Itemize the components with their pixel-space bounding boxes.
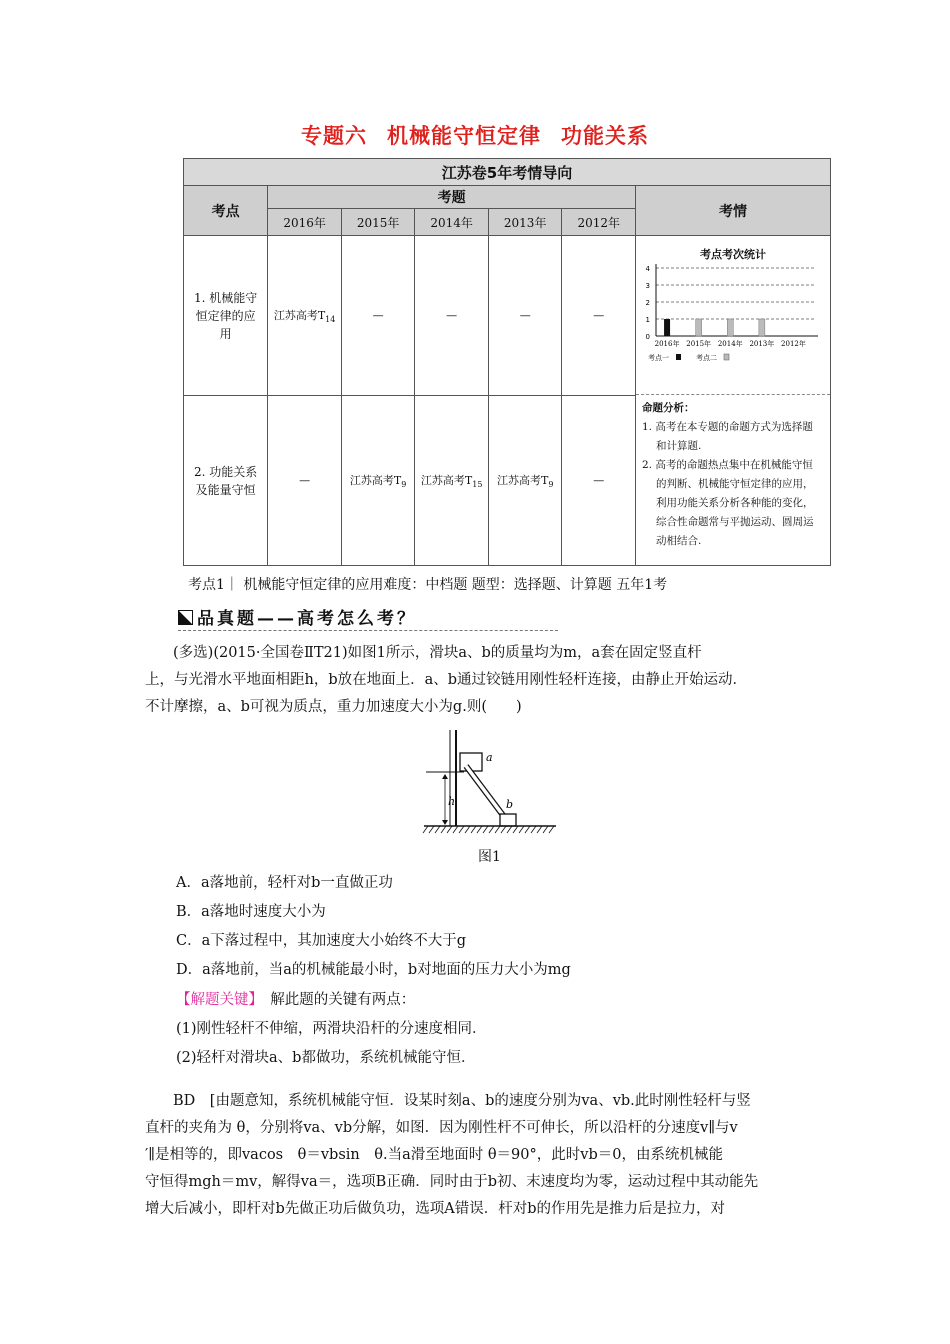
year-header: 2014年 (415, 209, 489, 236)
bar-series-2 (696, 319, 702, 336)
cell: — (341, 236, 415, 396)
question (145, 640, 810, 721)
chart-title: 考点考次统计 (699, 248, 766, 261)
y-tick-label: 2 (645, 299, 650, 307)
year-header: 2012年 (562, 209, 636, 236)
answer-line: 增大后减小，即杆对b先做正功后做负功，选项A错误．杆对b的作用先是推力后是拉力，对 (145, 1201, 726, 1217)
x-tick-label: 2014年 (717, 340, 743, 348)
header-point: 考点 (184, 186, 268, 236)
bar-series-2 (759, 319, 765, 336)
question-line: 上，与光滑水平地面相距h，b放在地面上．a、b通过铰链用刚性轻杆连接，由静止开始运动． (145, 672, 748, 688)
y-tick-label: 0 (645, 333, 650, 341)
key-point: (2)轻杆对滑块a、b都做功，系统机械能守恒． (176, 1050, 476, 1066)
header-situation: 考情 (635, 186, 830, 236)
cell: — (562, 396, 636, 566)
option-c: C．a下落过程中，其加速度大小始终不大于g (176, 933, 467, 949)
exam-count-chart (636, 262, 828, 390)
y-tick-label: 1 (645, 316, 650, 324)
answer-line: 直杆的夹角为 θ，分别将va、vb分解，如图．因为刚性杆不可伸长，所以沿杆的分速度v∥与v (145, 1120, 738, 1136)
analysis-item: 1. 高考在本专题的命题方式为选择题和计算题. (641, 421, 813, 452)
page-title: 专题六 机械能守恒定律 功能关系 (301, 124, 649, 148)
legend-1: 考点一 (647, 354, 669, 362)
x-tick-label: 2012年 (781, 340, 806, 348)
label-b: b (506, 798, 514, 811)
label-h: h (448, 795, 456, 808)
x-tick-label: 2013年 (749, 340, 775, 348)
figure-1 (420, 728, 560, 836)
option-d: D．a落地前，当a的机械能最小时，b对地面的压力大小为mg (176, 962, 571, 978)
cell: — (268, 396, 342, 566)
section-box-icon (178, 610, 193, 625)
x-tick-label: 2016年 (654, 340, 680, 348)
label-a: a (486, 751, 493, 764)
question-line: 不计摩擦，a、b可视为质点，重力加速度大小为g.则( ) (145, 699, 522, 715)
cell: 江苏高考$T_9$ (488, 396, 562, 566)
cell: — (488, 236, 562, 396)
key-point: (1)刚性轻杆不伸缩，两滑块沿杆的分速度相同． (176, 1021, 487, 1037)
cell: — (415, 236, 489, 396)
bar-series-2 (727, 319, 733, 336)
section-heading: 品真题——高考怎么考？ (178, 604, 417, 629)
key-text: 解此题的关键有两点： (270, 992, 416, 1008)
table-banner: 江苏卷5年考情导向 (184, 159, 831, 186)
question-line: (多选)(2015·全国卷ⅡT21)如图1所示，滑块a、b的质量均为m，a套在固定竖直杆 (173, 645, 702, 661)
legend-1-swatch (676, 354, 681, 360)
kaodian-line: 考点1｜ 机械能守恒定律的应用难度：中档题 题型：选择题、计算题 五年1考 (188, 577, 668, 593)
answer-line: 守恒得mgh＝mv，解得va＝，选项B正确．同时由于b初、末速度均为零，运动过程中其动能先 (145, 1174, 759, 1190)
figure-caption: 图1 (478, 849, 501, 865)
option-b: B．a落地时速度大小为 (176, 904, 326, 920)
key-section (176, 986, 816, 1073)
year-header: 2016年 (268, 209, 342, 236)
answer-line: ′∥是相等的，即vacos θ＝vbsin θ.当a滑至地面时 θ＝90°，此时vb＝0，由系统机械能 (145, 1147, 723, 1163)
point-row-1: 1. 机械能守恒定律的应用 (184, 236, 268, 396)
cell: 江苏高考$T_{15}$ (415, 396, 489, 566)
year-header: 2015年 (341, 209, 415, 236)
point-row-2: 2. 功能关系及能量守恒 (184, 396, 268, 566)
analysis (636, 394, 830, 551)
section-divider (178, 630, 558, 631)
options (176, 869, 816, 985)
analysis-title: 命题分析： (641, 402, 695, 414)
y-tick-label: 3 (645, 282, 650, 290)
x-tick-label: 2015年 (686, 340, 712, 348)
key-label: 【解题关键】 (176, 992, 256, 1008)
legend-2: 考点二 (695, 354, 717, 362)
header-questions: 考题 (268, 186, 636, 209)
bar-series-1 (664, 319, 670, 336)
option-a: A．a落地前，轻杆对b一直做正功 (176, 875, 393, 891)
y-tick-label: 4 (645, 265, 650, 273)
exam-table (183, 158, 831, 566)
legend-2-swatch (724, 354, 729, 360)
year-header: 2013年 (488, 209, 562, 236)
answer-line: BD [由题意知，系统机械能守恒．设某时刻a、b的速度分别为va、vb.此时刚性轻杆与竖 (173, 1093, 751, 1109)
cell: — (562, 236, 636, 396)
cell: 江苏高考$T_9$ (341, 396, 415, 566)
answer (145, 1088, 810, 1223)
analysis-item: 2. 高考的命题热点集中在机械能守恒的判断、机械能守恒定律的应用，利用功能关系分析各种能的变化，综合性命题常与平抛运动、圆周运动相结合. (641, 459, 814, 547)
cell: 江苏高考$T_{14}$ (268, 236, 342, 396)
situation-cell (635, 236, 830, 566)
